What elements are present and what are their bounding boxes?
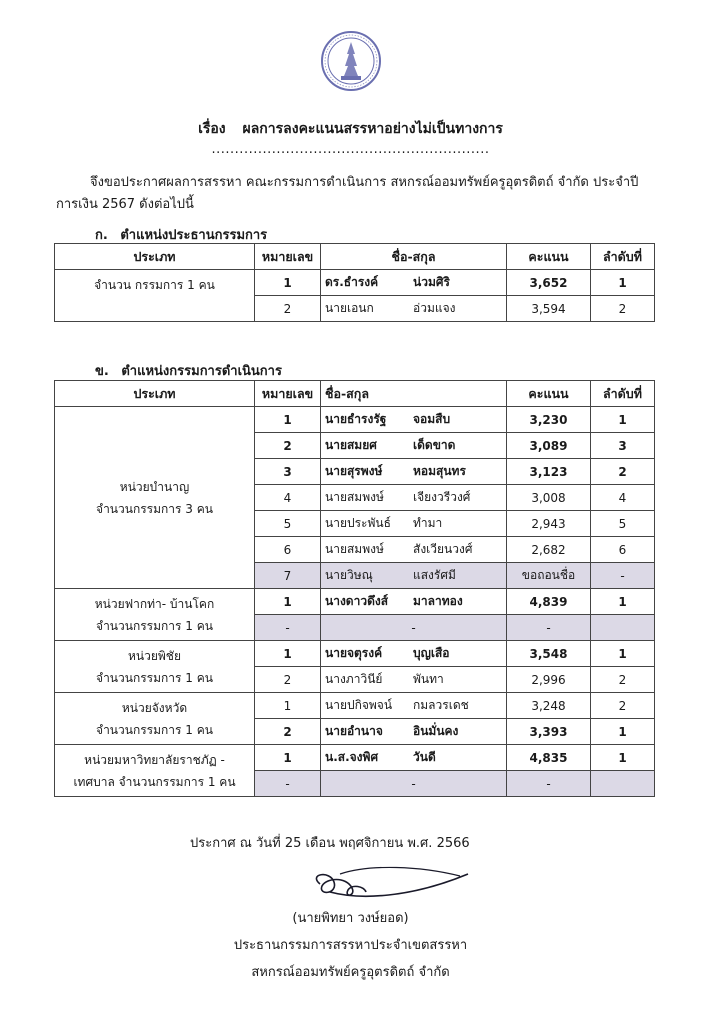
candidate-score: 2,996 <box>507 667 591 693</box>
candidate-last-name: สังเวียนวงศ์ <box>413 542 473 556</box>
candidate-last-name: วันดี <box>413 750 436 764</box>
candidate-first-name: นายสมยศ <box>325 438 377 452</box>
header-number: หมายเลข <box>255 381 321 407</box>
candidate-name <box>321 459 507 485</box>
candidate-number: 6 <box>255 537 321 563</box>
header-score: คะแนน <box>507 381 591 407</box>
candidate-rank: 1 <box>591 745 655 771</box>
candidate-last-name: พันทา <box>413 672 444 686</box>
candidate-rank: 1 <box>591 641 655 667</box>
candidate-score: 3,089 <box>507 433 591 459</box>
header-rank: ลำดับที่ <box>591 244 655 270</box>
announcement-date: ประกาศ ณ วันที่ 25 เดือน พฤศจิกายน พ.ศ. 2566 <box>190 836 470 851</box>
candidate-number: 1 <box>255 589 321 615</box>
candidate-rank <box>591 771 655 797</box>
candidate-first-name: นายอำนาจ <box>325 724 383 738</box>
section-a-letter: ก. <box>95 228 108 243</box>
category-unit: หน่วยมหาวิทยาลัยราชภัฏ - <box>84 753 225 767</box>
candidate-first-name: นางภาวินีย์ <box>325 672 383 686</box>
candidate-last-name: เจียงวรีวงศ์ <box>413 490 471 504</box>
category-cell <box>55 641 255 693</box>
chairman-results-table <box>54 243 655 322</box>
category-count: เทศบาล จำนวนกรรมการ 1 คน <box>73 775 236 789</box>
category-unit: หน่วยบำนาญ <box>119 479 190 494</box>
category-unit: หน่วยพิชัย <box>128 649 181 663</box>
candidate-last-name: บุญเสือ <box>413 646 450 660</box>
candidate-name <box>321 270 507 296</box>
candidate-last-name: กมลวรเดช <box>413 698 469 712</box>
header-number: หมายเลข <box>255 244 321 270</box>
candidate-score: 4,835 <box>507 745 591 771</box>
category-count: จำนวนกรรมการ 3 คน <box>96 501 213 516</box>
table-row <box>55 270 655 296</box>
candidate-rank: 1 <box>591 407 655 433</box>
category-cell <box>55 745 255 797</box>
candidate-name <box>321 719 507 745</box>
candidate-rank: 3 <box>591 433 655 459</box>
candidate-name <box>321 745 507 771</box>
cooperative-seal-logo <box>320 30 382 92</box>
header-score: คะแนน <box>507 244 591 270</box>
header-rank: ลำดับที่ <box>591 381 655 407</box>
candidate-score: 3,008 <box>507 485 591 511</box>
signer-position: ประธานกรรมการสรรหาประจำเขตสรรหา <box>233 938 468 953</box>
signer-organization: สหกรณ์ออมทรัพย์ครูอุตรดิตถ์ จำกัด <box>251 965 450 980</box>
candidate-rank: - <box>591 563 655 589</box>
candidate-number: 2 <box>255 667 321 693</box>
candidate-rank: 5 <box>591 511 655 537</box>
candidate-name: - <box>321 615 507 641</box>
candidate-first-name: นายสมพงษ์ <box>325 490 384 504</box>
candidate-rank <box>591 615 655 641</box>
candidate-rank: 1 <box>591 589 655 615</box>
candidate-score: 3,248 <box>507 693 591 719</box>
candidate-score: 2,943 <box>507 511 591 537</box>
candidate-number: - <box>255 615 321 641</box>
candidate-rank: 2 <box>591 667 655 693</box>
candidate-number: 1 <box>255 270 321 296</box>
candidate-number: 3 <box>255 459 321 485</box>
candidate-number: 1 <box>255 745 321 771</box>
candidate-number: - <box>255 771 321 797</box>
candidate-last-name: มาลาทอง <box>413 594 463 608</box>
candidate-rank: 2 <box>591 693 655 719</box>
section-b-heading <box>95 360 282 381</box>
category-count: จำนวนกรรมการ 1 คน <box>96 619 213 633</box>
section-b-title: ตำแหน่งกรรมการดำเนินการ <box>121 364 282 379</box>
candidate-last-name: ทำมา <box>413 516 443 530</box>
candidate-first-name: นางดาวดึงส์ <box>325 594 389 608</box>
candidate-name <box>321 667 507 693</box>
candidate-number: 2 <box>255 296 321 322</box>
candidate-score: 3,123 <box>507 459 591 485</box>
table-row <box>55 745 655 771</box>
header-name: ชื่อ-สกุล <box>321 381 507 407</box>
candidate-name <box>321 693 507 719</box>
candidate-score: 2,682 <box>507 537 591 563</box>
candidate-name <box>321 641 507 667</box>
candidate-number: 5 <box>255 511 321 537</box>
candidate-first-name: นายเอนก <box>325 301 374 315</box>
candidate-number: 7 <box>255 563 321 589</box>
candidate-first-name: นายจตุรงค์ <box>325 646 383 660</box>
intro-line-2: การเงิน 2567 ดังต่อไปนี้ <box>56 197 194 212</box>
candidate-rank: 2 <box>591 459 655 485</box>
signer-name: (นายพิทยา วงษ์ยอด) <box>292 911 409 926</box>
table-row <box>55 407 655 433</box>
category-unit: หน่วยฟากท่า- บ้านโคก <box>94 597 215 611</box>
category-count: จำนวนกรรมการ 1 คน <box>96 671 213 685</box>
candidate-score: 3,652 <box>507 270 591 296</box>
candidate-rank: 1 <box>591 719 655 745</box>
section-a-heading <box>95 224 267 245</box>
header-category: ประเภท <box>55 381 255 407</box>
candidate-name <box>321 296 507 322</box>
section-a-title: ตำแหน่งประธานกรรมการ <box>120 228 268 243</box>
candidate-first-name: นายปกิจพจน์ <box>325 698 393 712</box>
candidate-score: 3,594 <box>507 296 591 322</box>
candidate-first-name: นายสมพงษ์ <box>325 542 384 556</box>
candidate-last-name: แสงรัศมี <box>413 568 456 582</box>
subject-label: เรื่อง <box>198 121 226 137</box>
candidate-name <box>321 563 507 589</box>
candidate-first-name: นายธำรงรัฐ <box>325 412 387 426</box>
candidate-last-name: น่วมศิริ <box>413 275 450 289</box>
candidate-score: 3,393 <box>507 719 591 745</box>
table-row <box>55 589 655 615</box>
handwritten-signature <box>300 862 480 912</box>
subject-title: ผลการลงคะแนนสรรหาอย่างไม่เป็นทางการ <box>242 121 503 137</box>
candidate-last-name: จอมสืบ <box>413 412 451 426</box>
candidate-first-name: นายวิษณุ <box>325 568 373 582</box>
candidate-rank: 6 <box>591 537 655 563</box>
candidate-name <box>321 485 507 511</box>
candidate-name <box>321 407 507 433</box>
subject-line <box>0 118 701 140</box>
candidate-score: 3,548 <box>507 641 591 667</box>
candidate-number: 2 <box>255 433 321 459</box>
candidate-score: ขอถอนชื่อ <box>507 563 591 589</box>
candidate-name <box>321 433 507 459</box>
candidate-number: 2 <box>255 719 321 745</box>
category-cell <box>55 407 255 589</box>
table-row <box>55 641 655 667</box>
header-category: ประเภท <box>55 244 255 270</box>
category-count: จำนวนกรรมการ 1 คน <box>96 723 213 737</box>
candidate-score: - <box>507 771 591 797</box>
candidate-score: 3,230 <box>507 407 591 433</box>
candidate-number: 1 <box>255 407 321 433</box>
candidate-score: 4,839 <box>507 589 591 615</box>
candidate-name <box>321 537 507 563</box>
candidate-first-name: น.ส.จงพิศ <box>325 750 379 764</box>
candidate-last-name: เด็ดขาด <box>413 438 456 452</box>
candidate-rank: 4 <box>591 485 655 511</box>
candidate-name <box>321 511 507 537</box>
candidate-first-name: ดร.ธำรงค์ <box>325 275 379 289</box>
table-row <box>55 693 655 719</box>
section-b-letter: ข. <box>95 364 109 379</box>
header-name: ชื่อ-สกุล <box>321 244 507 270</box>
candidate-number: 4 <box>255 485 321 511</box>
category-cell <box>55 589 255 641</box>
candidate-first-name: นายสุรพงษ์ <box>325 464 383 478</box>
candidate-rank: 1 <box>591 270 655 296</box>
candidate-last-name: หอมสุนทร <box>413 464 466 478</box>
candidate-name: - <box>321 771 507 797</box>
candidate-first-name: นายประพันธ์ <box>325 516 391 530</box>
category-cell <box>55 693 255 745</box>
candidate-last-name: อ่วมแจง <box>413 301 456 315</box>
category-cell: จำนวน กรรมการ 1 คน <box>55 270 255 322</box>
candidate-name <box>321 589 507 615</box>
committee-results-table <box>54 380 655 797</box>
candidate-number: 1 <box>255 641 321 667</box>
candidate-number: 1 <box>255 693 321 719</box>
dotted-separator: ............................................................ <box>211 142 490 157</box>
intro-line-1: จึงขอประกาศผลการสรรหา คณะกรรมการดำเนินการ สหกรณ์ออมทรัพย์ครูอุตรดิตถ์ จำกัด ประจำปี <box>90 175 639 190</box>
category-unit: หน่วยจังหวัด <box>121 701 188 715</box>
candidate-rank: 2 <box>591 296 655 322</box>
candidate-last-name: อินมั่นคง <box>413 724 459 738</box>
candidate-score: - <box>507 615 591 641</box>
